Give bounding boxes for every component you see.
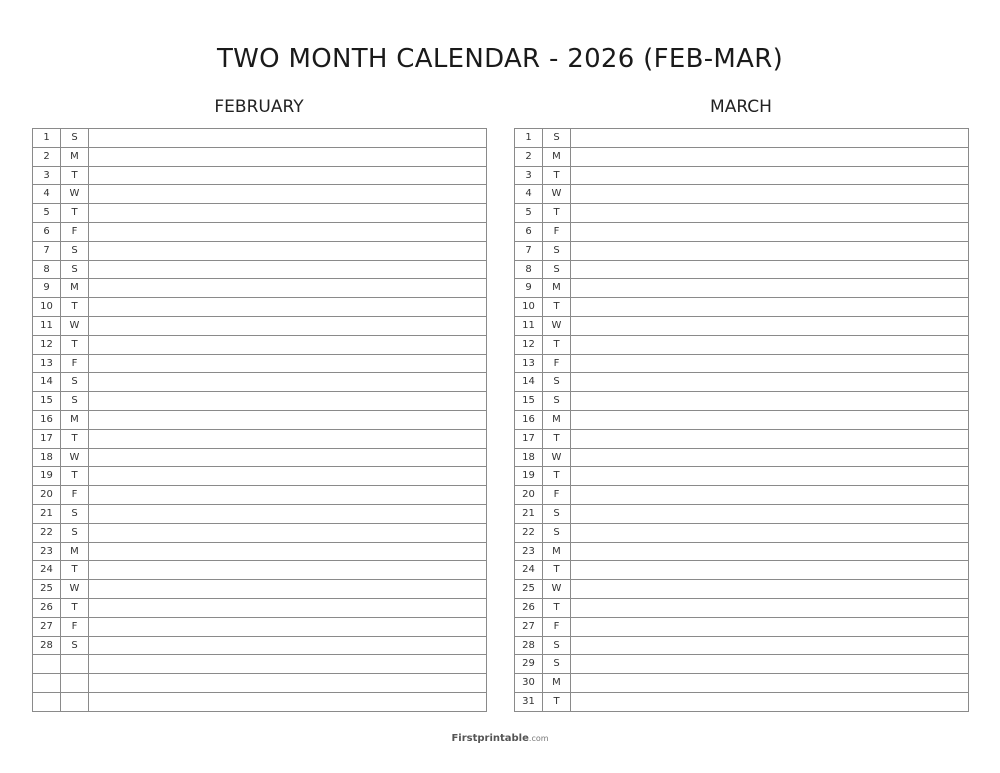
day-number: 26 [33,598,61,617]
notes-cell [571,204,969,223]
notes-cell [571,617,969,636]
day-of-week: W [543,448,571,467]
day-of-week [61,655,89,674]
day-number: 10 [33,298,61,317]
table-row [33,486,487,505]
table-row [33,373,487,392]
day-of-week: M [543,147,571,166]
day-number: 12 [515,335,543,354]
table-row [33,166,487,185]
table-row [515,504,969,523]
day-number: 3 [515,166,543,185]
day-of-week: S [61,241,89,260]
table-row [515,316,969,335]
notes-cell [89,373,487,392]
day-number: 24 [33,561,61,580]
notes-cell [571,429,969,448]
table-row [33,204,487,223]
day-of-week: S [61,260,89,279]
notes-cell [89,598,487,617]
day-of-week: F [543,486,571,505]
day-number: 23 [33,542,61,561]
table-row [33,467,487,486]
notes-cell [571,580,969,599]
table-row [33,429,487,448]
notes-cell [89,392,487,411]
notes-cell [571,542,969,561]
day-number: 2 [33,147,61,166]
day-of-week: W [61,185,89,204]
day-of-week: S [61,523,89,542]
day-of-week: S [61,504,89,523]
notes-cell [89,298,487,317]
notes-cell [89,674,487,693]
day-of-week: T [543,598,571,617]
day-number: 5 [515,204,543,223]
table-row [33,392,487,411]
day-of-week: T [543,166,571,185]
notes-cell [89,147,487,166]
day-of-week: M [61,542,89,561]
day-number: 11 [33,316,61,335]
day-of-week: T [61,429,89,448]
day-of-week: F [61,222,89,241]
table-row [515,410,969,429]
table-row [515,204,969,223]
day-number: 9 [515,279,543,298]
notes-cell [571,354,969,373]
day-of-week: M [61,410,89,429]
day-of-week: S [543,655,571,674]
day-of-week: S [543,392,571,411]
notes-cell [89,542,487,561]
day-of-week: T [61,467,89,486]
day-number: 18 [33,448,61,467]
notes-cell [571,373,969,392]
day-number: 15 [33,392,61,411]
day-number: 1 [33,129,61,148]
day-number: 2 [515,147,543,166]
day-number: 19 [515,467,543,486]
notes-cell [89,279,487,298]
day-of-week [61,692,89,711]
notes-cell [89,486,487,505]
notes-cell [89,617,487,636]
day-of-week: M [543,279,571,298]
day-number: 30 [515,674,543,693]
day-number: 26 [515,598,543,617]
day-number: 18 [515,448,543,467]
notes-cell [89,166,487,185]
table-row [33,260,487,279]
table-row [515,655,969,674]
day-number: 31 [515,692,543,711]
day-number: 4 [515,185,543,204]
table-row [33,448,487,467]
notes-cell [571,260,969,279]
day-of-week: W [61,316,89,335]
notes-cell [571,185,969,204]
table-row [515,185,969,204]
day-number: 29 [515,655,543,674]
table-row [515,392,969,411]
day-of-week: M [61,147,89,166]
table-row [33,335,487,354]
day-number: 27 [33,617,61,636]
table-row [33,523,487,542]
day-of-week: T [543,298,571,317]
day-of-week: F [61,486,89,505]
day-of-week: M [543,674,571,693]
notes-cell [89,429,487,448]
day-number [33,692,61,711]
table-row [515,429,969,448]
notes-cell [571,335,969,354]
day-of-week: S [543,129,571,148]
table-row [33,129,487,148]
table-row [33,655,487,674]
notes-cell [571,561,969,580]
day-number: 21 [515,504,543,523]
notes-cell [571,448,969,467]
day-of-week: T [61,335,89,354]
table-row [33,598,487,617]
day-of-week: M [543,542,571,561]
day-number: 16 [515,410,543,429]
day-number: 17 [33,429,61,448]
day-number: 9 [33,279,61,298]
day-of-week: T [543,335,571,354]
table-row [33,147,487,166]
table-row [515,467,969,486]
day-number: 25 [515,580,543,599]
table-row [515,279,969,298]
table-row [33,692,487,711]
day-number: 28 [515,636,543,655]
notes-cell [89,523,487,542]
day-of-week: M [61,279,89,298]
table-row [33,185,487,204]
day-of-week: T [543,429,571,448]
day-number: 22 [515,523,543,542]
table-row [515,298,969,317]
footer-suffix: .com [528,734,549,743]
table-row [33,636,487,655]
day-number: 15 [515,392,543,411]
notes-cell [89,636,487,655]
notes-cell [89,580,487,599]
notes-cell [571,504,969,523]
day-number [33,674,61,693]
notes-cell [571,674,969,693]
notes-cell [89,316,487,335]
day-number: 8 [515,260,543,279]
notes-cell [89,410,487,429]
notes-cell [571,241,969,260]
notes-cell [89,129,487,148]
notes-cell [571,147,969,166]
day-of-week: T [61,298,89,317]
day-number: 21 [33,504,61,523]
day-number: 25 [33,580,61,599]
table-row [515,617,969,636]
day-of-week: F [543,222,571,241]
table-row [515,561,969,580]
day-of-week: S [543,636,571,655]
table-row [515,674,969,693]
day-number [33,655,61,674]
table-row [33,561,487,580]
table-row [515,129,969,148]
day-number: 6 [515,222,543,241]
day-of-week: S [61,129,89,148]
footer-brand: Firstprintable [451,733,529,744]
day-of-week: F [61,354,89,373]
notes-cell [89,504,487,523]
day-number: 4 [33,185,61,204]
notes-cell [571,523,969,542]
day-of-week: S [543,523,571,542]
day-number: 17 [515,429,543,448]
day-of-week: T [543,467,571,486]
table-row [33,354,487,373]
day-of-week: S [543,260,571,279]
notes-cell [89,692,487,711]
notes-cell [571,636,969,655]
day-of-week: W [543,580,571,599]
notes-cell [89,241,487,260]
table-row [515,692,969,711]
day-of-week: S [543,373,571,392]
table-row [515,241,969,260]
day-of-week: F [61,617,89,636]
table-row [515,486,969,505]
table-row [33,241,487,260]
table-row [515,260,969,279]
day-of-week: T [61,204,89,223]
day-of-week: W [543,185,571,204]
day-of-week: F [543,617,571,636]
notes-cell [571,279,969,298]
day-number: 12 [33,335,61,354]
table-row [33,298,487,317]
march-table [514,128,969,712]
day-number: 5 [33,204,61,223]
notes-cell [89,260,487,279]
day-of-week: T [61,598,89,617]
page-title: TWO MONTH CALENDAR - 2026 (FEB-MAR) [216,44,784,74]
day-number: 8 [33,260,61,279]
table-row [33,222,487,241]
day-of-week: S [61,392,89,411]
day-number: 7 [33,241,61,260]
table-row [515,523,969,542]
table-row [33,410,487,429]
table-row [33,279,487,298]
notes-cell [89,467,487,486]
notes-cell [89,335,487,354]
day-number: 13 [33,354,61,373]
day-number: 13 [515,354,543,373]
notes-cell [89,448,487,467]
notes-cell [571,298,969,317]
day-number: 7 [515,241,543,260]
day-of-week: T [61,166,89,185]
notes-cell [571,467,969,486]
day-number: 20 [515,486,543,505]
table-row [515,448,969,467]
day-number: 11 [515,316,543,335]
day-of-week: S [61,636,89,655]
table-row [33,504,487,523]
day-of-week: S [543,504,571,523]
notes-cell [571,692,969,711]
day-number: 19 [33,467,61,486]
table-row [515,598,969,617]
table-row [515,354,969,373]
month-title-march: MARCH [710,97,772,117]
day-of-week [61,674,89,693]
day-of-week: T [543,692,571,711]
day-of-week: M [543,410,571,429]
table-row [515,147,969,166]
day-of-week: T [543,204,571,223]
day-of-week: S [543,241,571,260]
table-row [515,373,969,392]
day-number: 24 [515,561,543,580]
table-row [515,335,969,354]
table-row [515,580,969,599]
notes-cell [571,410,969,429]
table-row [33,542,487,561]
day-number: 3 [33,166,61,185]
notes-cell [89,561,487,580]
notes-cell [89,204,487,223]
day-number: 14 [515,373,543,392]
notes-cell [571,316,969,335]
day-number: 27 [515,617,543,636]
day-of-week: T [61,561,89,580]
notes-cell [571,392,969,411]
february-table [32,128,487,712]
table-row [515,166,969,185]
day-of-week: W [61,580,89,599]
table-row [515,542,969,561]
notes-cell [571,166,969,185]
day-of-week: W [61,448,89,467]
footer-logo [0,733,1000,744]
day-number: 1 [515,129,543,148]
day-number: 6 [33,222,61,241]
day-number: 20 [33,486,61,505]
table-row [33,580,487,599]
notes-cell [571,129,969,148]
day-of-week: S [61,373,89,392]
table-row [515,636,969,655]
notes-cell [89,354,487,373]
day-of-week: T [543,561,571,580]
table-row [33,617,487,636]
day-of-week: F [543,354,571,373]
notes-cell [89,222,487,241]
notes-cell [571,222,969,241]
notes-cell [571,598,969,617]
table-row [33,316,487,335]
notes-cell [89,185,487,204]
day-number: 10 [515,298,543,317]
day-number: 23 [515,542,543,561]
month-title-february: FEBRUARY [214,97,304,117]
notes-cell [89,655,487,674]
table-row [33,674,487,693]
day-of-week: W [543,316,571,335]
notes-cell [571,486,969,505]
table-row [515,222,969,241]
day-number: 22 [33,523,61,542]
notes-cell [571,655,969,674]
day-number: 14 [33,373,61,392]
day-number: 16 [33,410,61,429]
day-number: 28 [33,636,61,655]
